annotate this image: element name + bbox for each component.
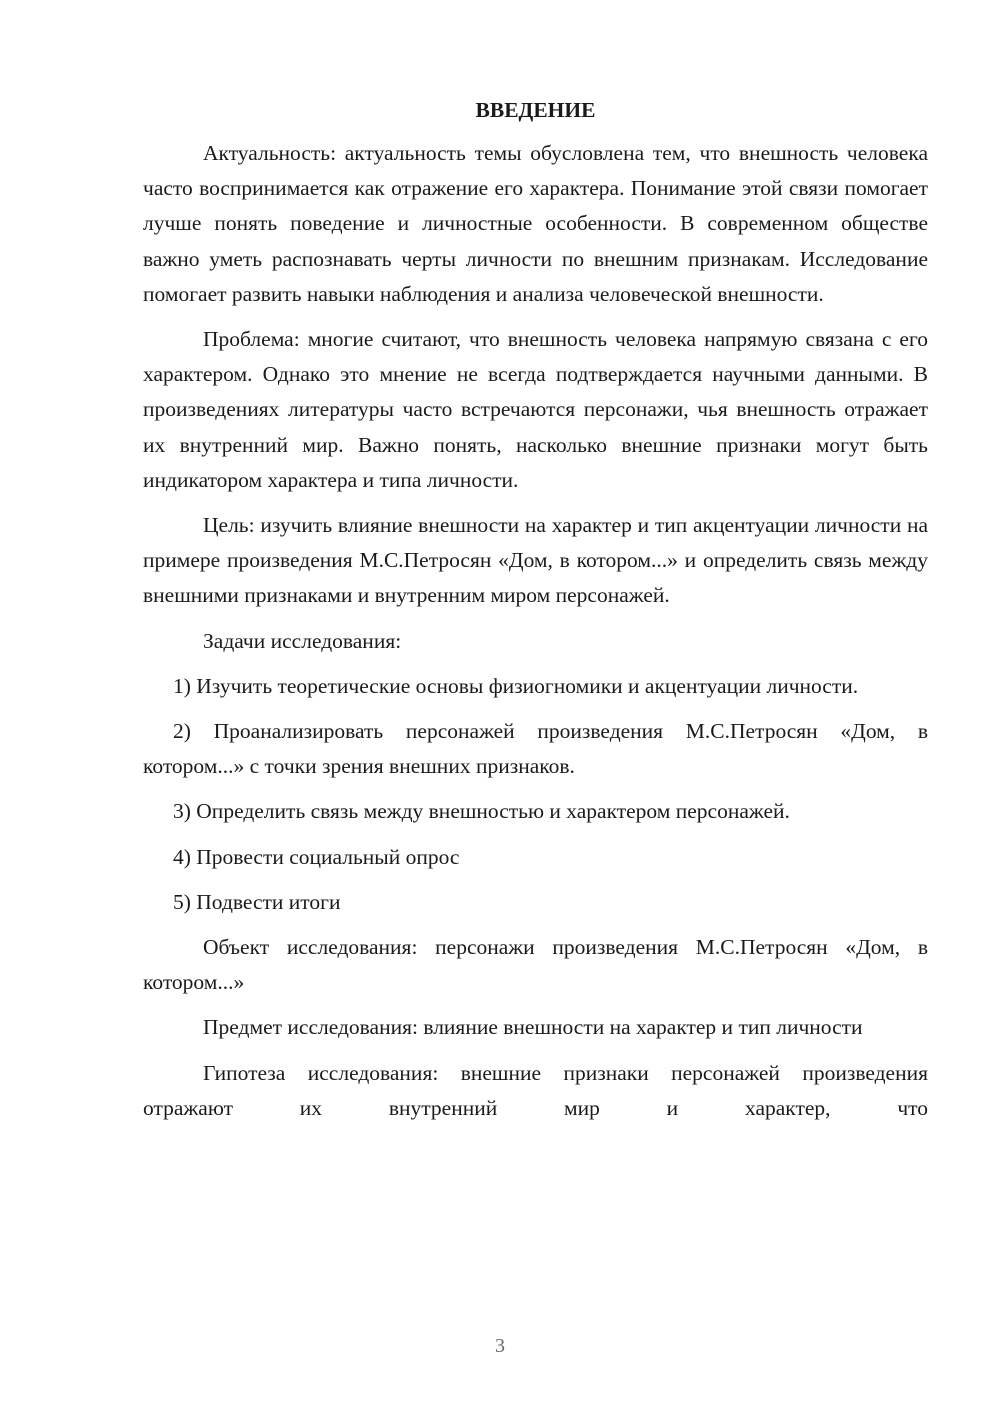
paragraph-hypothesis: Гипотеза исследования: внешние признаки персонажей произведения отражают их внутренний мир и характер, что — [143, 1060, 928, 1120]
tasks-list — [143, 669, 928, 920]
paragraph-object: Объект исследования: персонажи произведения М.С.Петросян «Дом, в котором...» — [143, 935, 928, 995]
paragraph-relevance: Актуальность: актуальность темы обусловлена тем, что внешность человека часто воспринимается как отражение его характера. Понимание этой связи помогает лучше понять поведение и личностные особенности. В современном обществе важно уметь распознавать черты личности по внешним признакам. Исследование помогает развить навыки наблюдения и анализа человеческой внешности. — [143, 141, 928, 306]
tasks-heading: Задачи исследования: — [203, 628, 402, 653]
paragraph-problem: Проблема: многие считают, что внешность человека напрямую связана с его характером. Однако это мнение не всегда подтверждается научными данными. В произведениях литературы часто встречаются персонажи, чья внешность отражает их внутренний мир. Важно понять, насколько внешние признаки могут быть индикатором характера и типа личности. — [143, 327, 928, 492]
document-page — [143, 93, 928, 1126]
paragraph-subject: Предмет исследования: влияние внешности на характер и тип личности — [203, 1015, 863, 1040]
list-item: 4) Провести социальный опрос — [173, 844, 460, 869]
list-item: 1) Изучить теоретические основы физиогномики и акцентуации личности. — [173, 673, 859, 698]
list-item: 3) Определить связь между внешностью и характером персонажей. — [173, 799, 790, 824]
section-title: ВВЕДЕНИЕ — [475, 98, 596, 122]
list-item: 2) Проанализировать персонажей произведения М.С.Петросян «Дом, в котором...» с точки зрения внешних признаков. — [143, 719, 928, 779]
paragraph-goal: Цель: изучить влияние внешности на характер и тип акцентуации личности на примере произведения М.С.Петросян «Дом, в котором...» и определить связь между внешними признаками и внутренним миром персонажей. — [143, 513, 928, 608]
page-number: 3 — [495, 1335, 505, 1357]
list-item: 5) Подвести итоги — [173, 889, 341, 914]
